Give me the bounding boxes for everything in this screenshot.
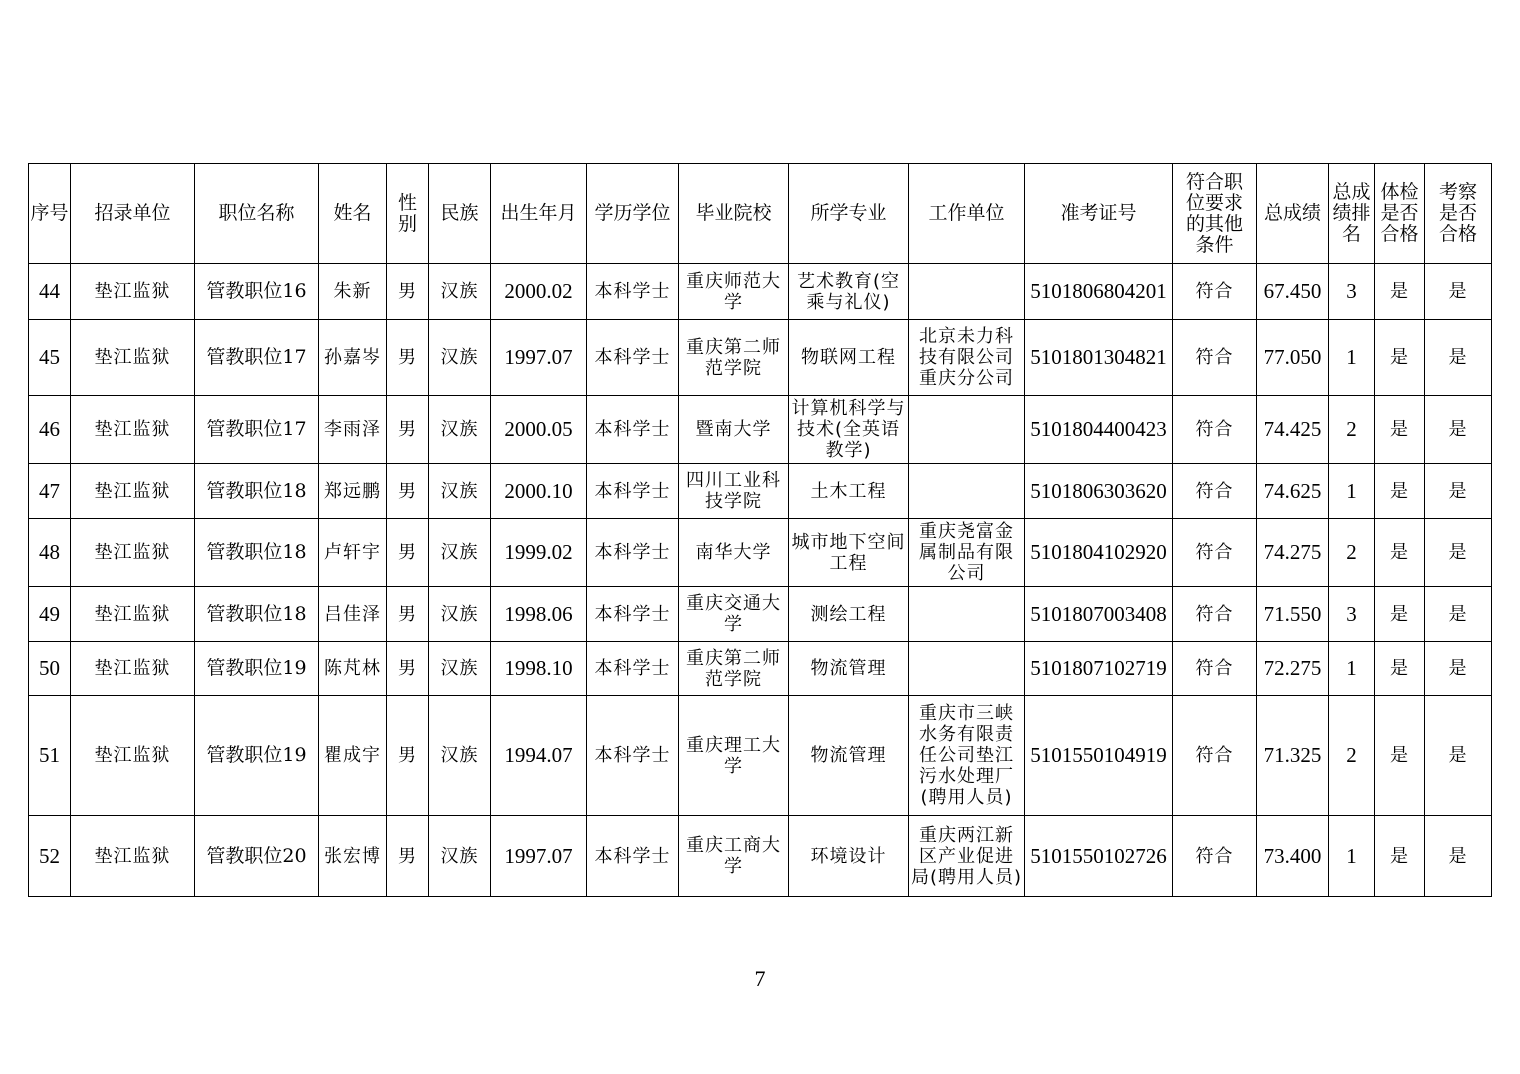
cell-school: 重庆第二师范学院 bbox=[679, 642, 789, 696]
cell-rank: 1 bbox=[1329, 816, 1375, 897]
cell-seq: 48 bbox=[29, 519, 71, 587]
cell-exam-no: 5101804102920 bbox=[1025, 519, 1173, 587]
header-employer: 工作单位 bbox=[909, 164, 1025, 264]
cell-degree: 本科学士 bbox=[587, 696, 679, 816]
header-school: 毕业院校 bbox=[679, 164, 789, 264]
cell-total-score: 72.275 bbox=[1257, 642, 1329, 696]
cell-employer bbox=[909, 587, 1025, 642]
cell-ethnicity: 汉族 bbox=[429, 519, 491, 587]
cell-birth: 2000.10 bbox=[491, 464, 587, 519]
cell-rank: 2 bbox=[1329, 519, 1375, 587]
cell-rank: 2 bbox=[1329, 396, 1375, 464]
cell-exam-no: 5101806804201 bbox=[1025, 264, 1173, 320]
cell-other-conditions: 符合 bbox=[1173, 696, 1257, 816]
cell-employer bbox=[909, 464, 1025, 519]
cell-inspection: 是 bbox=[1425, 642, 1492, 696]
cell-other-conditions: 符合 bbox=[1173, 464, 1257, 519]
cell-position: 管教职位18 bbox=[195, 464, 319, 519]
cell-birth: 1994.07 bbox=[491, 696, 587, 816]
header-other-conditions: 符合职位要求的其他条件 bbox=[1173, 164, 1257, 264]
table-row bbox=[29, 816, 1492, 897]
cell-gender: 男 bbox=[387, 696, 429, 816]
cell-ethnicity: 汉族 bbox=[429, 696, 491, 816]
header-major: 所学专业 bbox=[789, 164, 909, 264]
cell-gender: 男 bbox=[387, 642, 429, 696]
cell-other-conditions: 符合 bbox=[1173, 642, 1257, 696]
cell-major: 物联网工程 bbox=[789, 320, 909, 396]
cell-seq: 46 bbox=[29, 396, 71, 464]
cell-seq: 44 bbox=[29, 264, 71, 320]
cell-gender: 男 bbox=[387, 587, 429, 642]
cell-employer bbox=[909, 396, 1025, 464]
header-exam-no: 准考证号 bbox=[1025, 164, 1173, 264]
cell-seq: 52 bbox=[29, 816, 71, 897]
cell-birth: 2000.05 bbox=[491, 396, 587, 464]
cell-name: 朱新 bbox=[319, 264, 387, 320]
cell-total-score: 74.275 bbox=[1257, 519, 1329, 587]
cell-major: 计算机科学与技术(全英语教学) bbox=[789, 396, 909, 464]
cell-total-score: 74.625 bbox=[1257, 464, 1329, 519]
cell-degree: 本科学士 bbox=[587, 519, 679, 587]
header-total-score: 总成绩 bbox=[1257, 164, 1329, 264]
cell-other-conditions: 符合 bbox=[1173, 519, 1257, 587]
cell-birth: 1997.07 bbox=[491, 320, 587, 396]
cell-total-score: 74.425 bbox=[1257, 396, 1329, 464]
cell-physical: 是 bbox=[1375, 264, 1425, 320]
cell-exam-no: 5101801304821 bbox=[1025, 320, 1173, 396]
table-row bbox=[29, 696, 1492, 816]
cell-position: 管教职位17 bbox=[195, 320, 319, 396]
cell-major: 物流管理 bbox=[789, 696, 909, 816]
cell-school: 四川工业科技学院 bbox=[679, 464, 789, 519]
cell-other-conditions: 符合 bbox=[1173, 396, 1257, 464]
cell-total-score: 71.550 bbox=[1257, 587, 1329, 642]
cell-unit: 垫江监狱 bbox=[71, 519, 195, 587]
header-unit: 招录单位 bbox=[71, 164, 195, 264]
cell-school: 南华大学 bbox=[679, 519, 789, 587]
cell-degree: 本科学士 bbox=[587, 464, 679, 519]
cell-name: 郑远鹏 bbox=[319, 464, 387, 519]
cell-inspection: 是 bbox=[1425, 396, 1492, 464]
header-physical: 体检是否合格 bbox=[1375, 164, 1425, 264]
cell-unit: 垫江监狱 bbox=[71, 587, 195, 642]
cell-total-score: 73.400 bbox=[1257, 816, 1329, 897]
cell-major: 物流管理 bbox=[789, 642, 909, 696]
cell-degree: 本科学士 bbox=[587, 816, 679, 897]
cell-other-conditions: 符合 bbox=[1173, 320, 1257, 396]
table-row bbox=[29, 320, 1492, 396]
cell-physical: 是 bbox=[1375, 464, 1425, 519]
cell-seq: 51 bbox=[29, 696, 71, 816]
cell-position: 管教职位19 bbox=[195, 696, 319, 816]
table-row bbox=[29, 519, 1492, 587]
cell-total-score: 71.325 bbox=[1257, 696, 1329, 816]
cell-gender: 男 bbox=[387, 816, 429, 897]
cell-employer: 重庆市三峡水务有限责任公司垫江污水处理厂(聘用人员) bbox=[909, 696, 1025, 816]
table-row bbox=[29, 642, 1492, 696]
cell-school: 暨南大学 bbox=[679, 396, 789, 464]
cell-ethnicity: 汉族 bbox=[429, 396, 491, 464]
cell-inspection: 是 bbox=[1425, 464, 1492, 519]
cell-degree: 本科学士 bbox=[587, 264, 679, 320]
cell-employer: 重庆尧富金属制品有限公司 bbox=[909, 519, 1025, 587]
cell-school: 重庆理工大学 bbox=[679, 696, 789, 816]
header-name: 姓名 bbox=[319, 164, 387, 264]
cell-inspection: 是 bbox=[1425, 696, 1492, 816]
cell-ethnicity: 汉族 bbox=[429, 264, 491, 320]
cell-exam-no: 5101550102726 bbox=[1025, 816, 1173, 897]
cell-physical: 是 bbox=[1375, 587, 1425, 642]
cell-seq: 45 bbox=[29, 320, 71, 396]
cell-physical: 是 bbox=[1375, 642, 1425, 696]
cell-inspection: 是 bbox=[1425, 587, 1492, 642]
cell-employer: 重庆两江新区产业促进局(聘用人员) bbox=[909, 816, 1025, 897]
cell-unit: 垫江监狱 bbox=[71, 464, 195, 519]
cell-inspection: 是 bbox=[1425, 816, 1492, 897]
header-row bbox=[29, 164, 1492, 264]
cell-birth: 1998.10 bbox=[491, 642, 587, 696]
cell-unit: 垫江监狱 bbox=[71, 396, 195, 464]
cell-major: 测绘工程 bbox=[789, 587, 909, 642]
cell-physical: 是 bbox=[1375, 816, 1425, 897]
cell-position: 管教职位18 bbox=[195, 587, 319, 642]
cell-seq: 49 bbox=[29, 587, 71, 642]
cell-physical: 是 bbox=[1375, 320, 1425, 396]
header-position: 职位名称 bbox=[195, 164, 319, 264]
cell-degree: 本科学士 bbox=[587, 396, 679, 464]
cell-ethnicity: 汉族 bbox=[429, 320, 491, 396]
cell-gender: 男 bbox=[387, 264, 429, 320]
header-gender: 性别 bbox=[387, 164, 429, 264]
header-inspection: 考察是否合格 bbox=[1425, 164, 1492, 264]
header-birth: 出生年月 bbox=[491, 164, 587, 264]
table-row bbox=[29, 464, 1492, 519]
cell-unit: 垫江监狱 bbox=[71, 816, 195, 897]
cell-other-conditions: 符合 bbox=[1173, 816, 1257, 897]
header-seq: 序号 bbox=[29, 164, 71, 264]
cell-gender: 男 bbox=[387, 519, 429, 587]
results-table bbox=[28, 163, 1492, 897]
cell-major: 艺术教育(空乘与礼仪) bbox=[789, 264, 909, 320]
cell-name: 李雨泽 bbox=[319, 396, 387, 464]
cell-other-conditions: 符合 bbox=[1173, 587, 1257, 642]
cell-position: 管教职位20 bbox=[195, 816, 319, 897]
header-rank: 总成绩排名 bbox=[1329, 164, 1375, 264]
cell-gender: 男 bbox=[387, 396, 429, 464]
cell-birth: 2000.02 bbox=[491, 264, 587, 320]
cell-major: 城市地下空间工程 bbox=[789, 519, 909, 587]
cell-total-score: 77.050 bbox=[1257, 320, 1329, 396]
cell-ethnicity: 汉族 bbox=[429, 587, 491, 642]
table-row bbox=[29, 587, 1492, 642]
cell-employer bbox=[909, 264, 1025, 320]
cell-position: 管教职位17 bbox=[195, 396, 319, 464]
cell-rank: 2 bbox=[1329, 696, 1375, 816]
cell-gender: 男 bbox=[387, 464, 429, 519]
cell-inspection: 是 bbox=[1425, 264, 1492, 320]
table-row bbox=[29, 264, 1492, 320]
header-degree: 学历学位 bbox=[587, 164, 679, 264]
header-ethnicity: 民族 bbox=[429, 164, 491, 264]
table-row bbox=[29, 396, 1492, 464]
cell-birth: 1997.07 bbox=[491, 816, 587, 897]
cell-school: 重庆交通大学 bbox=[679, 587, 789, 642]
cell-employer: 北京未力科技有限公司重庆分公司 bbox=[909, 320, 1025, 396]
cell-physical: 是 bbox=[1375, 519, 1425, 587]
cell-name: 卢轩宇 bbox=[319, 519, 387, 587]
cell-school: 重庆工商大学 bbox=[679, 816, 789, 897]
cell-ethnicity: 汉族 bbox=[429, 642, 491, 696]
cell-birth: 1999.02 bbox=[491, 519, 587, 587]
cell-total-score: 67.450 bbox=[1257, 264, 1329, 320]
cell-degree: 本科学士 bbox=[587, 587, 679, 642]
cell-rank: 1 bbox=[1329, 464, 1375, 519]
page-number: 7 bbox=[754, 966, 766, 991]
cell-physical: 是 bbox=[1375, 396, 1425, 464]
cell-degree: 本科学士 bbox=[587, 642, 679, 696]
cell-school: 重庆师范大学 bbox=[679, 264, 789, 320]
cell-unit: 垫江监狱 bbox=[71, 320, 195, 396]
cell-seq: 50 bbox=[29, 642, 71, 696]
cell-exam-no: 5101807102719 bbox=[1025, 642, 1173, 696]
cell-school: 重庆第二师范学院 bbox=[679, 320, 789, 396]
cell-gender: 男 bbox=[387, 320, 429, 396]
cell-position: 管教职位18 bbox=[195, 519, 319, 587]
cell-name: 吕佳泽 bbox=[319, 587, 387, 642]
cell-degree: 本科学士 bbox=[587, 320, 679, 396]
cell-name: 陈芃林 bbox=[319, 642, 387, 696]
cell-exam-no: 5101807003408 bbox=[1025, 587, 1173, 642]
cell-major: 土木工程 bbox=[789, 464, 909, 519]
cell-rank: 1 bbox=[1329, 642, 1375, 696]
cell-birth: 1998.06 bbox=[491, 587, 587, 642]
cell-name: 张宏博 bbox=[319, 816, 387, 897]
cell-seq: 47 bbox=[29, 464, 71, 519]
cell-physical: 是 bbox=[1375, 696, 1425, 816]
cell-unit: 垫江监狱 bbox=[71, 696, 195, 816]
cell-ethnicity: 汉族 bbox=[429, 816, 491, 897]
cell-unit: 垫江监狱 bbox=[71, 264, 195, 320]
cell-position: 管教职位16 bbox=[195, 264, 319, 320]
cell-position: 管教职位19 bbox=[195, 642, 319, 696]
cell-inspection: 是 bbox=[1425, 320, 1492, 396]
cell-rank: 3 bbox=[1329, 264, 1375, 320]
cell-exam-no: 5101804400423 bbox=[1025, 396, 1173, 464]
cell-inspection: 是 bbox=[1425, 519, 1492, 587]
cell-name: 孙嘉岑 bbox=[319, 320, 387, 396]
cell-name: 瞿成宇 bbox=[319, 696, 387, 816]
cell-exam-no: 5101550104919 bbox=[1025, 696, 1173, 816]
cell-rank: 1 bbox=[1329, 320, 1375, 396]
cell-exam-no: 5101806303620 bbox=[1025, 464, 1173, 519]
cell-rank: 3 bbox=[1329, 587, 1375, 642]
cell-ethnicity: 汉族 bbox=[429, 464, 491, 519]
cell-employer bbox=[909, 642, 1025, 696]
cell-major: 环境设计 bbox=[789, 816, 909, 897]
cell-unit: 垫江监狱 bbox=[71, 642, 195, 696]
cell-other-conditions: 符合 bbox=[1173, 264, 1257, 320]
